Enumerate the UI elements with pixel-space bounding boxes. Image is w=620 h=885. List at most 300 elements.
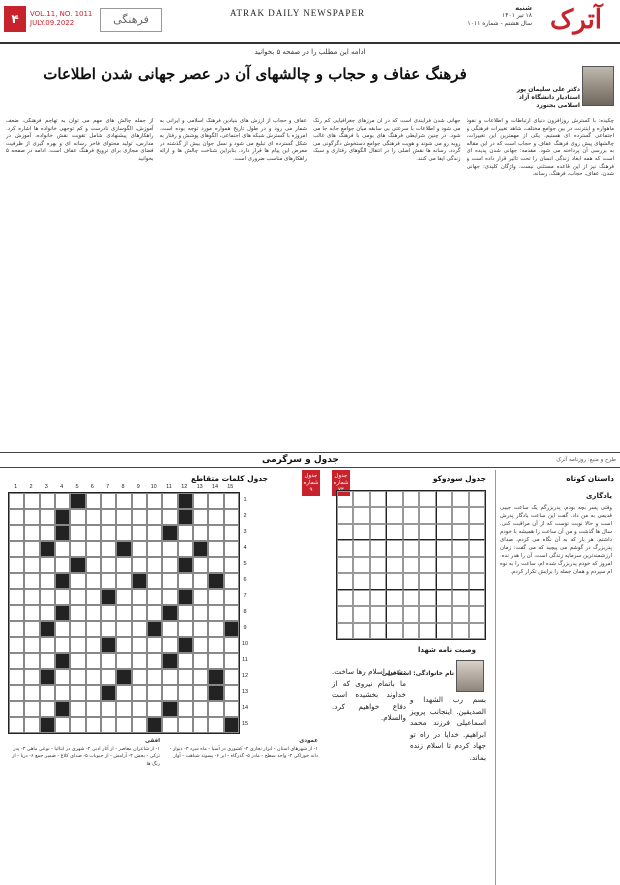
crossword-cell bbox=[208, 605, 223, 621]
crossword-black-cell bbox=[116, 669, 131, 685]
crossword-cell bbox=[86, 509, 101, 525]
clues-horizontal-text: ۱- از شاعران معاصر - از آثار ادبی ۲- شهری در ایتالیا - نوعی ماهی ۳- پدر ترکی - بخش ۴- آرامش - از حبوبات ۵- صدای کلاغ - ضمیر جمع ۶- دریا - از رنگ ها bbox=[12, 746, 160, 767]
sudoku-cell bbox=[469, 507, 485, 523]
sudoku-cell bbox=[386, 590, 402, 606]
crossword-cell bbox=[86, 653, 101, 669]
sudoku-cell bbox=[452, 623, 468, 639]
sudoku-cell bbox=[337, 540, 353, 556]
article-column: عفاف و حجاب از ارزش های بنیادین فرهنگ اسلامی و ایرانی به شمار می رود و در طول تاریخ همواره مورد توجه بوده است. امروزه با گسترش شبکه های اجتماعی، الگوهای پوشش و رفتار به شکل گسترده ای تبلیغ می شود و نسل جوان بیش از گذشته در معرض این پیام ها قرار دارد. بنابراین شناخت چالش ها و ارائه راهکارهای مناسب ضروری است. bbox=[159, 118, 307, 162]
crossword-box bbox=[4, 470, 322, 885]
crossword-cell bbox=[147, 573, 162, 589]
sudoku-cell bbox=[469, 524, 485, 540]
crossword-cell bbox=[24, 589, 39, 605]
crossword-cell bbox=[40, 653, 55, 669]
crossword-black-cell bbox=[101, 589, 116, 605]
sudoku-cell bbox=[436, 540, 452, 556]
sudoku-cell bbox=[436, 507, 452, 523]
crossword-cell bbox=[224, 605, 239, 621]
sudoku-cell bbox=[419, 623, 435, 639]
crossword-black-cell bbox=[55, 573, 70, 589]
sudoku-cell bbox=[452, 573, 468, 589]
crossword-cell bbox=[116, 525, 131, 541]
section-name: فرهنگی bbox=[100, 8, 162, 32]
crossword-cell bbox=[224, 589, 239, 605]
crossword-black-cell bbox=[162, 653, 177, 669]
sudoku-cell bbox=[386, 491, 402, 507]
crossword-black-cell bbox=[208, 669, 223, 685]
crossword-black-cell bbox=[55, 605, 70, 621]
crossword-cell bbox=[55, 717, 70, 733]
crossword-cell bbox=[224, 637, 239, 653]
crossword-cell bbox=[70, 525, 85, 541]
crossword-cell bbox=[116, 717, 131, 733]
crossword-cell bbox=[208, 509, 223, 525]
sudoku-cell bbox=[436, 590, 452, 606]
crossword-cell bbox=[193, 589, 208, 605]
crossword-cell bbox=[24, 525, 39, 541]
sudoku-cell bbox=[337, 507, 353, 523]
martyr-photo bbox=[456, 660, 484, 692]
crossword-cell bbox=[193, 605, 208, 621]
sudoku-cell bbox=[403, 524, 419, 540]
sudoku-cell bbox=[419, 491, 435, 507]
puzzle-section-title: جدول و سرگرمی bbox=[262, 455, 339, 465]
crossword-black-cell bbox=[116, 541, 131, 557]
crossword-cell bbox=[70, 685, 85, 701]
crossword-cell bbox=[101, 701, 116, 717]
crossword-cell bbox=[86, 701, 101, 717]
sudoku-cell bbox=[353, 557, 369, 573]
sudoku-cell bbox=[337, 623, 353, 639]
crossword-cell bbox=[70, 669, 85, 685]
crossword-black-cell bbox=[178, 509, 193, 525]
crossword-cell bbox=[24, 605, 39, 621]
crossword-cell bbox=[224, 525, 239, 541]
crossword-cell bbox=[86, 557, 101, 573]
sudoku-cell bbox=[386, 524, 402, 540]
crossword-black-cell bbox=[132, 573, 147, 589]
sudoku-cell bbox=[469, 540, 485, 556]
crossword-label: جدول کلمات متقاطع bbox=[190, 474, 268, 483]
crossword-cell bbox=[116, 493, 131, 509]
crossword-cell bbox=[101, 653, 116, 669]
crossword-cell bbox=[9, 589, 24, 605]
crossword-cell bbox=[162, 621, 177, 637]
crossword-cell bbox=[86, 605, 101, 621]
crossword-cell bbox=[24, 701, 39, 717]
crossword-cell bbox=[193, 653, 208, 669]
crossword-row-number: 6 bbox=[243, 577, 247, 583]
crossword-cell bbox=[9, 701, 24, 717]
crossword-cell bbox=[101, 509, 116, 525]
sudoku-cell bbox=[353, 573, 369, 589]
crossword-cell bbox=[116, 573, 131, 589]
sudoku-cell bbox=[403, 606, 419, 622]
crossword-cell bbox=[193, 701, 208, 717]
crossword-black-cell bbox=[55, 525, 70, 541]
sudoku-cell bbox=[419, 507, 435, 523]
crossword-black-cell bbox=[147, 621, 162, 637]
crossword-row-number: 14 bbox=[241, 705, 249, 711]
crossword-cell bbox=[193, 509, 208, 525]
crossword-cell bbox=[101, 573, 116, 589]
crossword-cell bbox=[40, 509, 55, 525]
sudoku-cell bbox=[370, 557, 386, 573]
crossword-cell bbox=[208, 557, 223, 573]
crossword-black-cell bbox=[40, 541, 55, 557]
article-column: جهانی شدن فرایندی است که در آن مرزهای جغرافیایی کم رنگ می شود و اطلاعات با سرعتی بی سابقه میان جوامع جابه جا می شود. در چنین شرایطی فرهنگ های بومی با فرهنگ های غالب روبه رو می شوند و هویت فرهنگی جوامع دستخوش دگرگونی می گردد. رسانه ها نقش اصلی را در انتقال الگوهای رفتاری و سبک زندگی ایفا می کنند. bbox=[313, 118, 461, 162]
crossword-cell bbox=[24, 509, 39, 525]
crossword-cell bbox=[9, 557, 24, 573]
sudoku-cell bbox=[419, 606, 435, 622]
sudoku-cell bbox=[452, 491, 468, 507]
crossword-black-cell bbox=[193, 541, 208, 557]
crossword-col-number: 4 bbox=[60, 484, 64, 490]
crossword-row-number: 3 bbox=[243, 529, 247, 535]
crossword-cell bbox=[9, 493, 24, 509]
crossword-cell bbox=[40, 525, 55, 541]
crossword-cell bbox=[147, 589, 162, 605]
crossword-cell bbox=[9, 653, 24, 669]
crossword-cell bbox=[193, 637, 208, 653]
crossword-cell bbox=[24, 493, 39, 509]
author-role: استادیار دانشگاه آزاد اسلامی بجنورد bbox=[518, 94, 580, 109]
crossword-row-number: 1 bbox=[243, 497, 247, 503]
sudoku-cell bbox=[370, 623, 386, 639]
weekday: شنبه bbox=[515, 4, 532, 12]
article-lead: ادامه این مطلب را در صفحه ۵ بخوانید bbox=[254, 48, 366, 56]
sudoku-cell bbox=[436, 573, 452, 589]
crossword-cell bbox=[116, 589, 131, 605]
crossword-row-number: 11 bbox=[242, 657, 248, 663]
crossword-cell bbox=[132, 669, 147, 685]
sudoku-cell bbox=[419, 590, 435, 606]
crossword-grid bbox=[8, 492, 240, 734]
crossword-cell bbox=[55, 557, 70, 573]
crossword-cell bbox=[55, 541, 70, 557]
crossword-cell bbox=[147, 685, 162, 701]
crossword-cell bbox=[24, 669, 39, 685]
crossword-cell bbox=[147, 557, 162, 573]
will-body: بسم رب الشهدا و الصدیقین. اینجانب پرویز اسماعیلی فرزند محمد ابراهیم. خدایا در راه تو جهاد کردم تا اسلام زنده بماند. bbox=[410, 695, 486, 762]
crossword-cell bbox=[208, 653, 223, 669]
crossword-black-cell bbox=[178, 493, 193, 509]
crossword-black-cell bbox=[178, 589, 193, 605]
article-column: از جمله چالش های مهم می توان به تهاجم فرهنگی، ضعف آموزش، الگوسازی نادرست و کم توجهی خانواده ها اشاره کرد. راهکارهای پیشنهادی شامل تقویت نقش خانواده، آموزش در مدارس، تولید محتوای فاخر رسانه ای و بهره گیری از ظرفیت فضای مجازی برای ترویج فرهنگ عفاف است. ادامه در صفحه ۵ بخوانید bbox=[6, 118, 154, 162]
sudoku-cell bbox=[403, 507, 419, 523]
crossword-cell bbox=[132, 685, 147, 701]
crossword-cell bbox=[24, 573, 39, 589]
crossword-row-number: 2 bbox=[243, 513, 247, 519]
crossword-cell bbox=[9, 685, 24, 701]
crossword-cell bbox=[70, 653, 85, 669]
sudoku-cell bbox=[419, 524, 435, 540]
puzzle-section-band bbox=[0, 452, 620, 468]
sudoku-cell bbox=[452, 524, 468, 540]
crossword-row-number: 10 bbox=[241, 641, 249, 647]
sudoku-cell bbox=[386, 557, 402, 573]
crossword-cell bbox=[147, 637, 162, 653]
sudoku-cell bbox=[337, 557, 353, 573]
date-en: JULY.09.2022 bbox=[30, 19, 75, 27]
sudoku-cell bbox=[370, 540, 386, 556]
sudoku-cell bbox=[436, 623, 452, 639]
crossword-cell bbox=[162, 717, 177, 733]
crossword-black-cell bbox=[55, 701, 70, 717]
crossword-cell bbox=[193, 557, 208, 573]
crossword-cell bbox=[147, 525, 162, 541]
crossword-cell bbox=[55, 493, 70, 509]
crossword-cell bbox=[116, 605, 131, 621]
crossword-cell bbox=[9, 525, 24, 541]
crossword-col-number: 5 bbox=[75, 484, 79, 490]
crossword-cell bbox=[40, 637, 55, 653]
crossword-cell bbox=[162, 669, 177, 685]
clues-vertical bbox=[166, 738, 318, 768]
crossword-cell bbox=[162, 589, 177, 605]
crossword-black-cell bbox=[147, 717, 162, 733]
crossword-cell bbox=[162, 541, 177, 557]
crossword-column-numbers bbox=[8, 484, 238, 490]
crossword-black-cell bbox=[101, 637, 116, 653]
crossword-cell bbox=[86, 717, 101, 733]
crossword-col-number: 15 bbox=[227, 484, 234, 490]
crossword-cell bbox=[178, 685, 193, 701]
crossword-row-number: 4 bbox=[243, 545, 247, 551]
sudoku-cell bbox=[419, 557, 435, 573]
crossword-cell bbox=[70, 605, 85, 621]
crossword-cell bbox=[162, 557, 177, 573]
crossword-cell bbox=[208, 525, 223, 541]
sudoku-cell bbox=[370, 590, 386, 606]
sudoku-cell bbox=[353, 491, 369, 507]
crossword-cell bbox=[9, 509, 24, 525]
crossword-cell bbox=[147, 605, 162, 621]
crossword-cell bbox=[55, 589, 70, 605]
crossword-col-number: 11 bbox=[166, 484, 172, 490]
crossword-cell bbox=[162, 509, 177, 525]
story-title: یادگاری bbox=[586, 492, 612, 500]
crossword-cell bbox=[55, 669, 70, 685]
crossword-black-cell bbox=[70, 557, 85, 573]
crossword-cell bbox=[178, 621, 193, 637]
will-title: وصیت نامه شهدا bbox=[417, 646, 476, 654]
short-story bbox=[495, 470, 616, 885]
sudoku-cell bbox=[353, 590, 369, 606]
sudoku-cell bbox=[403, 540, 419, 556]
crossword-cell bbox=[24, 717, 39, 733]
crossword-cell bbox=[208, 701, 223, 717]
crossword-cell bbox=[101, 493, 116, 509]
sudoku-cell bbox=[403, 491, 419, 507]
crossword-black-cell bbox=[40, 621, 55, 637]
crossword-cell bbox=[162, 573, 177, 589]
sudoku-cell bbox=[370, 573, 386, 589]
crossword-black-cell bbox=[208, 573, 223, 589]
crossword-row-number: 5 bbox=[243, 561, 247, 567]
sudoku-cell bbox=[403, 590, 419, 606]
crossword-cell bbox=[116, 557, 131, 573]
crossword-col-number: 12 bbox=[181, 484, 188, 490]
crossword-cell bbox=[116, 637, 131, 653]
crossword-cell bbox=[86, 685, 101, 701]
sudoku-cell bbox=[386, 507, 402, 523]
crossword-cell bbox=[86, 637, 101, 653]
crossword-cell bbox=[86, 541, 101, 557]
crossword-cell bbox=[9, 621, 24, 637]
sudoku-cell bbox=[469, 606, 485, 622]
crossword-cell bbox=[86, 493, 101, 509]
crossword-cell bbox=[55, 685, 70, 701]
crossword-row-number: 13 bbox=[241, 689, 249, 695]
crossword-black-cell bbox=[208, 685, 223, 701]
article-column: چکیده: با گسترش روزافزون دنیای ارتباطات و اطلاعات و نفوذ ماهواره و اینترنت در بین جوامع مختلف، شاهد تغییرات فرهنگی و اجتماعی گسترده ای هستیم. یکی از مهمترین این تغییرات، چالشهای پیش روی فرهنگ عفاف و حجاب است که در این مقاله به بررسی آن پرداخته می شود. مقدمه: جهانی شدن پدیده ای است که همه ابعاد زندگی انسان را تحت تاثیر قرار داده است و فرهنگ نیز از این قاعده مستثنی نیست. واژگان کلیدی: جهانی شدن، عفاف، حجاب، فرهنگ، رسانه. bbox=[466, 118, 614, 178]
author-name: دکتر علی سلیمان پور bbox=[516, 86, 580, 93]
crossword-cell bbox=[116, 685, 131, 701]
sudoku-label: جدول سودوکو bbox=[432, 474, 486, 483]
crossword-black-cell bbox=[101, 685, 116, 701]
crossword-cell bbox=[101, 541, 116, 557]
sudoku-cell bbox=[370, 606, 386, 622]
sudoku-cell bbox=[403, 557, 419, 573]
crossword-black-cell bbox=[70, 493, 85, 509]
sudoku-cell bbox=[370, 491, 386, 507]
crossword-black-cell bbox=[178, 637, 193, 653]
crossword-cell bbox=[40, 605, 55, 621]
clues-vertical-text: ۱- از شهرهای استان - ابزار نجاری ۲- کشوری در آسیا - ماه سرد ۳- دیوار - دانه خوراکی ۴- واحد سطح - مادر ۵- گذرگاه - ابر ۶- پسوند شباهت - آواز bbox=[169, 746, 318, 760]
crossword-cell bbox=[24, 685, 39, 701]
crossword-cell bbox=[116, 621, 131, 637]
crossword-cell bbox=[9, 669, 24, 685]
sudoku-cell bbox=[353, 524, 369, 540]
crossword-cell bbox=[24, 653, 39, 669]
sudoku-cell bbox=[353, 540, 369, 556]
crossword-cell bbox=[132, 621, 147, 637]
crossword-cell bbox=[224, 493, 239, 509]
sudoku-cell bbox=[403, 623, 419, 639]
crossword-cell bbox=[193, 685, 208, 701]
crossword-cell bbox=[132, 541, 147, 557]
crossword-cell bbox=[147, 653, 162, 669]
crossword-cell bbox=[224, 653, 239, 669]
sudoku-cell bbox=[452, 606, 468, 622]
crossword-cell bbox=[178, 701, 193, 717]
martyr-will bbox=[330, 646, 490, 885]
crossword-cell bbox=[40, 557, 55, 573]
crossword-cell bbox=[70, 589, 85, 605]
crossword-cell bbox=[132, 701, 147, 717]
crossword-cell bbox=[132, 557, 147, 573]
sudoku-cell bbox=[337, 524, 353, 540]
article-columns bbox=[6, 118, 614, 448]
crossword-cell bbox=[24, 621, 39, 637]
crossword-cell bbox=[224, 701, 239, 717]
crossword-cell bbox=[101, 621, 116, 637]
crossword-cell bbox=[40, 573, 55, 589]
issue-info: سال هشتم - شماره ۱۰۱۱ bbox=[467, 20, 532, 27]
sudoku-cell bbox=[419, 540, 435, 556]
sudoku-cell bbox=[403, 573, 419, 589]
sudoku-cell bbox=[436, 524, 452, 540]
crossword-black-cell bbox=[55, 653, 70, 669]
crossword-cell bbox=[70, 621, 85, 637]
volume-info bbox=[30, 10, 92, 28]
crossword-cell bbox=[162, 493, 177, 509]
crossword-cell bbox=[132, 605, 147, 621]
crossword-cell bbox=[178, 525, 193, 541]
crossword-cell bbox=[70, 509, 85, 525]
crossword-cell bbox=[208, 589, 223, 605]
crossword-black-cell bbox=[55, 509, 70, 525]
clues-horizontal bbox=[8, 738, 160, 768]
crossword-cell bbox=[86, 525, 101, 541]
crossword-cell bbox=[116, 701, 131, 717]
crossword-cell bbox=[224, 557, 239, 573]
crossword-cell bbox=[178, 541, 193, 557]
crossword-cell bbox=[86, 589, 101, 605]
crossword-cell bbox=[70, 701, 85, 717]
crossword-cell bbox=[9, 573, 24, 589]
crossword-col-number: 8 bbox=[121, 484, 125, 490]
crossword-row-number: 9 bbox=[243, 625, 247, 631]
crossword-cell bbox=[116, 509, 131, 525]
sudoku-cell bbox=[436, 557, 452, 573]
crossword-cell bbox=[40, 685, 55, 701]
crossword-black-cell bbox=[224, 717, 239, 733]
crossword-cell bbox=[178, 717, 193, 733]
sudoku-cell bbox=[337, 491, 353, 507]
crossword-cell bbox=[132, 653, 147, 669]
crossword-cell bbox=[162, 637, 177, 653]
sudoku-cell bbox=[337, 590, 353, 606]
band-note: طرح و منبع: روزنامه آترک bbox=[556, 457, 616, 463]
sudoku-cell bbox=[370, 507, 386, 523]
crossword-cell bbox=[193, 573, 208, 589]
crossword-col-number: 6 bbox=[90, 484, 94, 490]
sudoku-cell bbox=[469, 623, 485, 639]
crossword-cell bbox=[193, 525, 208, 541]
crossword-cell bbox=[70, 541, 85, 557]
sudoku-cell bbox=[386, 573, 402, 589]
crossword-cell bbox=[86, 573, 101, 589]
crossword-cell bbox=[224, 573, 239, 589]
crossword-cell bbox=[101, 605, 116, 621]
crossword-black-cell bbox=[162, 701, 177, 717]
crossword-cell bbox=[147, 541, 162, 557]
crossword-cell bbox=[55, 621, 70, 637]
crossword-cell bbox=[147, 509, 162, 525]
crossword-col-number: 2 bbox=[29, 484, 33, 490]
sudoku-cell bbox=[370, 524, 386, 540]
date-block bbox=[467, 4, 532, 28]
clues-horizontal-title: افقی bbox=[144, 738, 160, 744]
crossword-row-numbers bbox=[240, 492, 250, 732]
sudoku-cell bbox=[436, 606, 452, 622]
page-number: ۴ bbox=[4, 6, 26, 32]
sudoku-cell bbox=[386, 606, 402, 622]
crossword-cell bbox=[132, 637, 147, 653]
crossword-cell bbox=[178, 573, 193, 589]
sudoku-cell bbox=[452, 507, 468, 523]
crossword-cell bbox=[86, 669, 101, 685]
sudoku-cell bbox=[469, 573, 485, 589]
crossword-col-number: 3 bbox=[44, 484, 48, 490]
crossword-black-cell bbox=[162, 605, 177, 621]
crossword-black-cell bbox=[162, 525, 177, 541]
crossword-cell bbox=[208, 637, 223, 653]
clues-vertical-title: عمودی bbox=[299, 738, 318, 744]
crossword-cell bbox=[178, 605, 193, 621]
